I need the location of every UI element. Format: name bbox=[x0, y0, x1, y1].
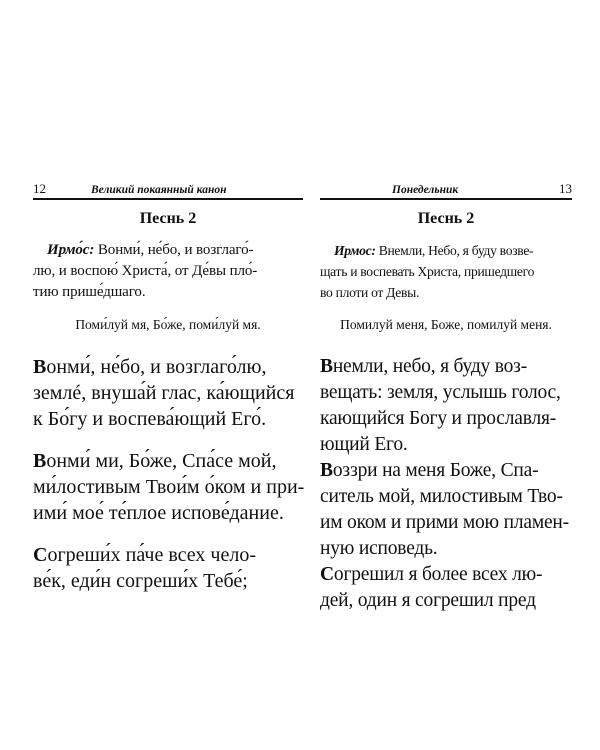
verse-line: ими́ мое́ те́плое испове́дание. bbox=[33, 502, 284, 524]
verse bbox=[33, 354, 303, 432]
drop-initial: В bbox=[33, 450, 47, 472]
irmos-block bbox=[320, 240, 572, 303]
irmos-label: Ирмо́с: bbox=[47, 242, 95, 258]
irmos-label: Ирмос: bbox=[334, 243, 376, 258]
irmos-line: тию прише́дшаго. bbox=[33, 284, 146, 300]
verse-line: им оком и прими мою пламен- bbox=[320, 512, 569, 533]
verse-line: ную исповедь. bbox=[320, 538, 438, 559]
drop-initial: В bbox=[320, 356, 333, 377]
verse-line: ве́к, еди́н согреши́х Тебе́; bbox=[33, 570, 248, 592]
verse bbox=[33, 448, 303, 526]
verse-line: Воззри на меня Боже, Спа- bbox=[320, 460, 539, 481]
verse-line: кающийся Богу и прославля- bbox=[320, 408, 557, 429]
verse-line: дей, один я согрешил пред bbox=[320, 590, 536, 611]
verse-line: ми́лостивым Твои́м о́ком и при- bbox=[33, 476, 305, 498]
verses bbox=[33, 354, 303, 610]
drop-initial: С bbox=[320, 564, 334, 585]
verse-line: Внемли, небо, я буду воз- bbox=[320, 356, 527, 377]
verse bbox=[320, 458, 572, 562]
irmos-line: Ирмо́с: Вонми́, не́бо, и возглаго́- bbox=[47, 242, 254, 258]
page-header bbox=[320, 182, 572, 200]
verse-line: Согрешил я более всех лю- bbox=[320, 564, 543, 585]
running-title: Понедельник bbox=[392, 184, 459, 196]
irmos-block bbox=[33, 240, 303, 303]
song-heading: Песнь 2 bbox=[417, 210, 475, 227]
verse-line: к Бо́гу и воспева́ющий Его́. bbox=[33, 408, 267, 430]
verses bbox=[320, 354, 572, 614]
drop-initial: В bbox=[320, 460, 333, 481]
verse-line: Согреши́х па́че всех чело- bbox=[33, 544, 256, 566]
refrain: Поми́луй мя, Бо́же, поми́луй мя. bbox=[75, 317, 261, 332]
irmos-line: щать и воспевать Христа, пришедшего bbox=[320, 264, 535, 279]
page-number: 13 bbox=[559, 181, 572, 196]
verse bbox=[320, 562, 572, 614]
verse-line: вещать: земля, услышь голос, bbox=[320, 382, 561, 403]
page-header bbox=[33, 182, 303, 200]
page-number: 12 bbox=[33, 181, 46, 196]
verse-line: Вонми́ ми, Бо́же, Спа́се мой, bbox=[33, 450, 277, 472]
refrain: Помилуй меня, Боже, помилуй меня. bbox=[340, 317, 552, 332]
drop-initial: С bbox=[33, 544, 48, 566]
verse bbox=[320, 354, 572, 458]
verse-line: ющий Его. bbox=[320, 434, 408, 455]
irmos-line: лю, и воспою́ Христа́, от Де́вы пло́- bbox=[33, 263, 258, 279]
running-title: Великий покаянный канон bbox=[91, 184, 227, 196]
verse-line: землé, внуша́й глас, ка́ющийся bbox=[33, 382, 295, 404]
song-heading: Песнь 2 bbox=[139, 210, 197, 227]
verse bbox=[33, 542, 303, 594]
verse-line: ситель мой, милостивым Тво- bbox=[320, 486, 563, 507]
irmos-line: Ирмос: Внемли, Небо, я буду возве- bbox=[334, 243, 534, 258]
drop-initial: В bbox=[33, 356, 47, 378]
verse-line: Вонми́, не́бо, и возглаго́лю, bbox=[33, 356, 267, 378]
irmos-line: во плоти от Девы. bbox=[320, 285, 420, 300]
